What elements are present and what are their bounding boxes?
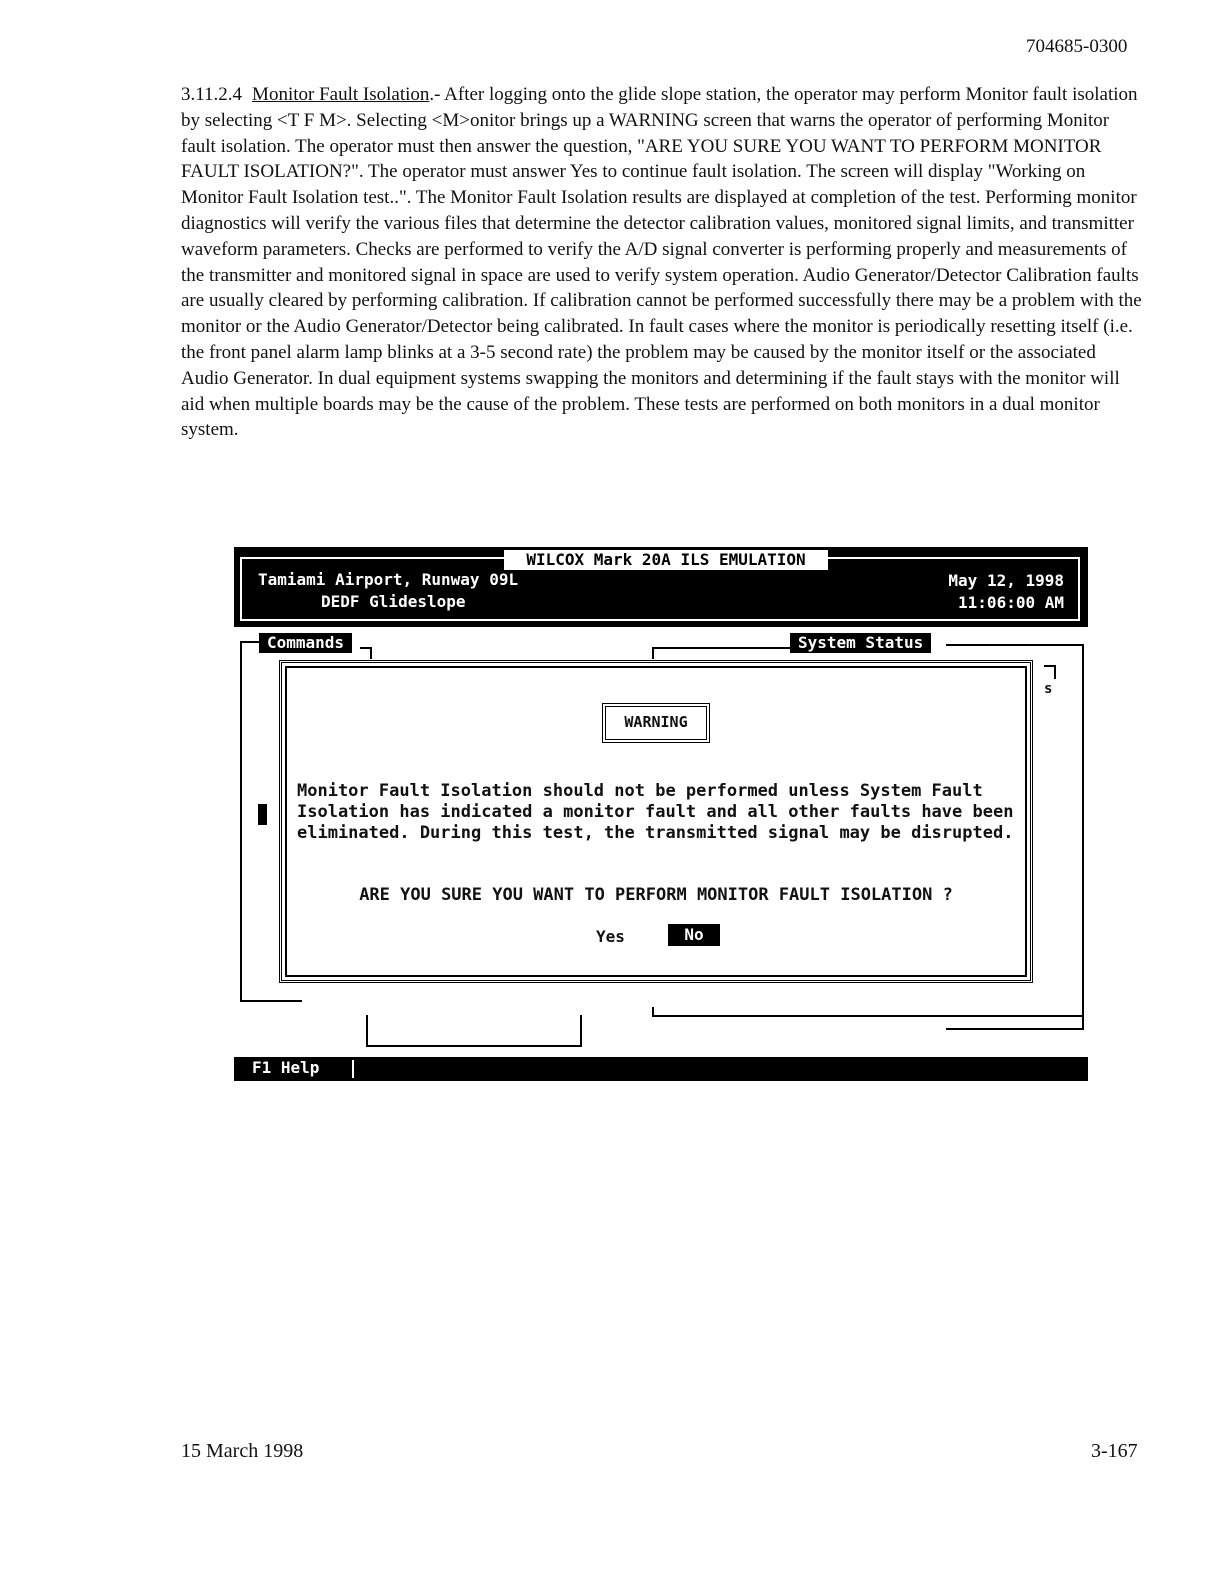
- footer-page-number: 3-167: [1091, 1440, 1138, 1462]
- input-field-frame: [366, 1015, 582, 1047]
- emulation-title: WILCOX Mark 20A ILS EMULATION: [504, 550, 828, 570]
- text-cursor: [258, 804, 267, 825]
- section-title: Monitor Fault Isolation: [252, 84, 430, 105]
- function-key-bar: [234, 1057, 1088, 1081]
- no-button[interactable]: No: [668, 924, 720, 946]
- warning-message: Monitor Fault Isolation should not be performed unless System Fault Isolation has indicated a monitor fault and all other faults have been eliminated. During this test, the transmitted signal may be disrupted.: [297, 781, 1014, 843]
- header-bar: [234, 547, 1088, 627]
- body-text: After logging onto the glide slope station, the operator may perform Monitor fault isolation by selecting <T F M>. Selecting <M>onitor brings up a WARNING screen that warns the operator of performing Monitor fault isolation. The operator must then answer the question, "ARE YOU SURE YOU WANT TO PERFORM MONITOR FAULT ISOLATION?". The operator must answer Yes to continue fault isolation. The screen will display "Working on Monitor Fault Isolation test..". The Monitor Fault Isolation results are displayed at completion of the test. Performing monitor diagnostics will verify the various files that determine the detector calibration values, monitored signal limits, and transmitter waveform parameters. Checks are performed to verify the A/D signal converter is performing properly and measurements of the transmitter and monitored signal in space are used to verify system operation. Audio Generator/Detector Calibration faults are usually cleared by performing calibration. If calibration cannot be performed successfully there may be a problem with the monitor or the Audio Generator/Detector being calibrated. In fault cases where the monitor is periodically resetting itself (i.e. the front panel alarm lamp blinks at a 3-5 second rate) the problem may be caused by the monitor itself or the associated Audio Generator. In dual equipment systems swapping the monitors and determining if the fault stays with the monitor will aid when multiple boards may be the cause of the problem. These tests are performed on both monitors in a dual monitor system.: [181, 84, 1142, 441]
- location-line-1: Tamiami Airport, Runway 09L: [258, 570, 519, 589]
- commands-tab[interactable]: Commands: [259, 633, 352, 653]
- section-dash: .-: [429, 84, 441, 105]
- status-frame-line: [654, 647, 790, 649]
- f1-help-key[interactable]: F1 Help: [252, 1058, 320, 1077]
- confirm-question: ARE YOU SURE YOU WANT TO PERFORM MONITOR FAULT ISOLATION ?: [359, 885, 953, 905]
- date-display: May 12, 1998: [948, 571, 1064, 590]
- yes-button[interactable]: Yes: [596, 927, 625, 946]
- frame-corner: [652, 1007, 654, 1017]
- document-number: 704685-0300: [1026, 36, 1128, 57]
- divider: [352, 1060, 354, 1078]
- status-frame-bottom: [652, 1015, 1082, 1017]
- location-line-2: DEDF Glideslope: [321, 592, 466, 611]
- warning-dialog: [279, 660, 1033, 983]
- frame-corner: [1044, 665, 1056, 679]
- warning-heading: WARNING: [602, 703, 710, 743]
- time-display: 11:06:00 AM: [958, 593, 1064, 612]
- system-status-tab[interactable]: System Status: [790, 633, 931, 653]
- body-paragraph: [181, 82, 1147, 443]
- frame-corner: [360, 647, 372, 659]
- footer-date: 15 March 1998: [181, 1440, 304, 1462]
- terminal-screenshot: [234, 547, 1088, 1081]
- section-number: 3.11.2.4: [181, 84, 243, 105]
- status-char: s: [1044, 681, 1053, 697]
